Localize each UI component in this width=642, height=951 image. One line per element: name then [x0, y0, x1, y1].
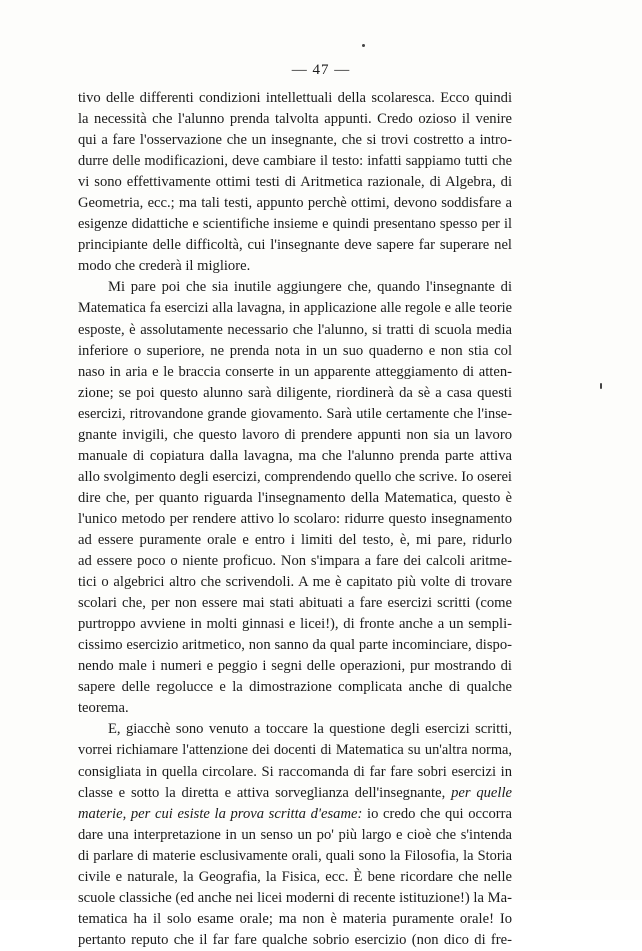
text-line: principiante delle difficoltà, cui l'insegnante deve sapere far superare nel	[78, 237, 512, 254]
text-line: esercizi, ritrovandone grande giovamento. Sarà utile certamente che l'inse-	[78, 405, 512, 422]
paragraph-2	[78, 277, 512, 719]
italic-phrase: per quelle	[451, 784, 512, 801]
text-line: vorrei richiamare l'attenzione dei docenti di Matematica su un'altra norma,	[78, 742, 512, 759]
text-line: purtroppo avviene in molti ginnasi e licei!), di fronte anche a un sempli-	[78, 616, 512, 633]
text-line: di parlare di materie esclusivamente orali, quali sono la Filosofia, la Storia	[78, 847, 512, 864]
text-line-mixed	[78, 804, 512, 825]
text-line: l'unico metodo per rendere attivo lo scolaro: ridurre questo insegnamento	[78, 510, 512, 527]
text-line: pertanto reputo che il far fare qualche sobrio esercizio (non dico di fre-	[78, 931, 512, 948]
text-line: ad essere puramente orale e entro i limiti del testo, è, mi pare, ridurlo	[78, 531, 512, 548]
text-line: tivo delle differenti condizioni intellettuali della scolaresca. Ecco quindi	[78, 90, 512, 106]
text-line-mixed	[78, 783, 512, 804]
ink-speck-margin	[600, 383, 602, 389]
text-line: gnante invigili, che questo lavoro di prendere appunti non sia un lavoro	[78, 426, 512, 443]
text-line-roman: classe e sotto la diretta e attiva sorveglianza dell'insegnante,	[78, 784, 446, 801]
text-line: esigenze didattiche e scientifiche insieme e quindi presentano spesso per il	[78, 216, 512, 233]
text-line: Geometria, ecc.; ma tali testi, appunto perchè ottimi, devono soddisfare a	[78, 195, 512, 212]
text-line: dire che, per quanto riguarda l'insegnamento della Matematica, questo è	[78, 489, 512, 506]
text-line: zione; se poi questo alunno sarà diligente, riordinerà da sè a casa questi	[78, 384, 512, 401]
text-line: qui a fare l'osservazione che un insegnante, che si trovi costretto a intro-	[78, 132, 512, 149]
paragraph-3	[78, 719, 512, 951]
text-line: la necessità che l'alunno prenda talvolta appunti. Credo ozioso il venire	[78, 111, 512, 128]
text-line: naso in aria e le braccia conserte in un apparente atteggiamento di atten-	[78, 363, 512, 380]
text-line: cissimo esercizio aritmetico, non sanno da qual parte incominciare, dispo-	[78, 637, 512, 654]
text-line: durre delle modificazioni, deve cambiare il testo: infatti sappiamo tutti che	[78, 153, 512, 170]
text-line: dare una interpretazione in un senso un po' più largo e cioè che s'intenda	[78, 826, 512, 843]
text-line: Mi pare poi che sia inutile aggiungere che, quando l'insegnante di	[108, 279, 512, 296]
text-line: civile e naturale, la Geografia, la Fisica, ecc. È bene ricordare che nelle	[78, 868, 512, 885]
text-line: manuale di copiatura dalla lavagna, ma che l'alunno prenda parte attiva	[78, 447, 512, 464]
page-number: — 47 —	[291, 62, 351, 78]
text-line: allo svolgimento degli esercizi, comprendendo quello che scrive. Io oserei	[78, 468, 512, 485]
body-text	[78, 88, 512, 951]
text-line: tici o algebrici altro che scrivendoli. A me è capitato più volte di trovare	[78, 574, 512, 591]
text-line: ad essere poco o niente proficuo. Non s'impara a fare dei calcoli aritme-	[78, 553, 512, 570]
text-line: consigliata in quella circolare. Si raccomanda di far fare sobri esercizi in	[78, 763, 512, 780]
text-line: sapere delle regolucce e la dimostrazione complicata anche di qualche	[78, 679, 512, 696]
ink-speck-top	[362, 44, 365, 47]
text-line: scolari che, per non essere mai stati abituati a fare esercizi scritti (come	[78, 595, 512, 612]
text-line: inferiore o superiore, ne prenda nota in un suo quaderno e non stia col	[78, 342, 512, 359]
text-line: scuole classiche (ed anche nei licei moderni di recente istituzione!) la Ma-	[78, 889, 512, 906]
paragraph-1	[78, 88, 512, 277]
italic-phrase: materie, per cui esiste la prova scritta d'esame:	[78, 805, 363, 822]
text-line-roman: io credo che qui occorra	[367, 805, 513, 822]
text-line: tematica ha il solo esame orale; ma non è materia puramente orale! Io	[78, 910, 512, 927]
text-line: teorema.	[78, 700, 129, 717]
text-line: esposte, è assolutamente necessario che l'alunno, si tratti di scuola media	[78, 321, 512, 338]
text-line: vi sono effettivamente ottimi testi di Aritmetica razionale, di Algebra, di	[78, 174, 512, 191]
text-line: nendo male i numeri e peggio i segni delle operazioni, pur mostrando di	[78, 658, 512, 675]
text-line: E, giacchè sono venuto a toccare la questione degli esercizi scritti,	[108, 721, 512, 738]
text-line: Matematica fa esercizi alla lavagna, in applicazione alle regole e alle teorie	[78, 300, 512, 317]
text-line: modo che crederà il migliore.	[78, 258, 251, 275]
